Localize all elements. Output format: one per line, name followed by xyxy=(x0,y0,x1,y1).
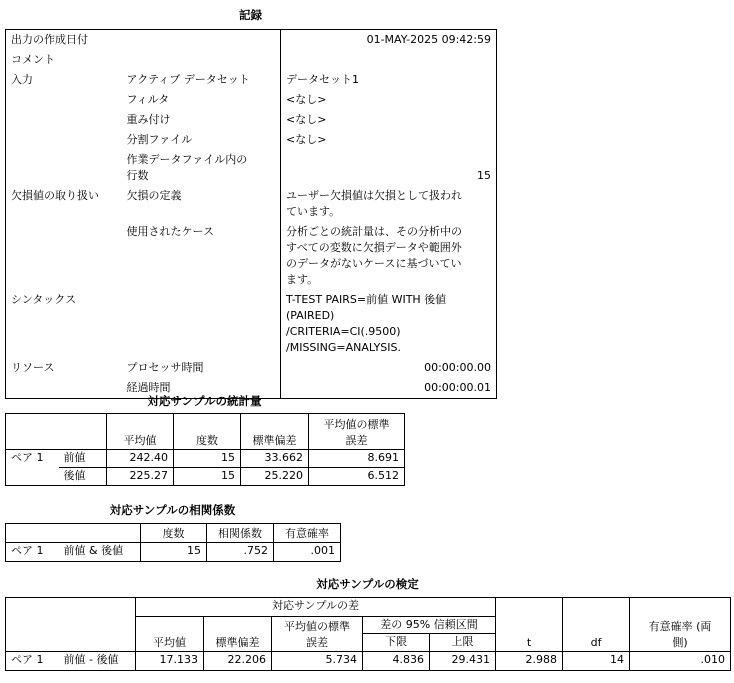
log-value: 00:00:00.01 xyxy=(281,378,497,399)
log-section-label: コメント xyxy=(11,53,55,66)
log-section-label: 出力の作成日付 xyxy=(11,33,88,46)
paired-corr-table xyxy=(5,523,341,562)
stats-var-label: 後値 xyxy=(59,468,107,486)
log-row xyxy=(6,30,497,51)
log-section-label xyxy=(6,110,122,130)
test-cell: 5.734 xyxy=(272,652,363,671)
test-cell: 22.206 xyxy=(204,652,272,671)
stats-cell: 15 xyxy=(174,450,241,468)
stats-cell: 242.40 xyxy=(107,450,174,468)
stats-cell: 25.220 xyxy=(241,468,309,486)
stats-var-label: 前値 xyxy=(59,450,107,468)
log-row xyxy=(6,110,497,130)
test-cell: .010 xyxy=(630,652,731,671)
log-value: 00:00:00.00 xyxy=(281,358,497,378)
test-cell: 14 xyxy=(563,652,630,671)
stats-cell: 225.27 xyxy=(107,468,174,486)
log-row xyxy=(6,290,497,358)
test-header-se: 平均値の標準 誤差 xyxy=(272,617,363,652)
corr-cell: .001 xyxy=(274,543,341,562)
corr-title: 対応サンプルの相関係数 xyxy=(109,503,236,517)
paired-test-table xyxy=(5,597,731,671)
test-corner xyxy=(6,598,59,652)
test-header-t: t xyxy=(496,598,563,652)
log-value: <なし> xyxy=(281,110,497,130)
test-corner-2 xyxy=(59,598,136,652)
test-vars-label: 前値 - 後値 xyxy=(59,652,136,671)
log-row xyxy=(6,150,497,186)
stats-cell: 33.662 xyxy=(241,450,309,468)
stats-cell: 8.691 xyxy=(309,450,405,468)
log-value: 15 xyxy=(281,150,497,186)
log-value: 01-MAY-2025 09:42:59 xyxy=(281,30,497,51)
log-row xyxy=(6,70,497,90)
test-cell: 2.988 xyxy=(496,652,563,671)
corr-corner xyxy=(6,524,59,543)
test-header-mean: 平均値 xyxy=(136,617,204,652)
log-section-label: 欠損値の取り扱い xyxy=(11,189,99,202)
test-header-lower: 下限 xyxy=(363,634,430,652)
log-item-label xyxy=(122,30,281,51)
log-item-label: 分割ファイル xyxy=(126,133,193,146)
stats-corner xyxy=(6,414,59,450)
test-ci-header: 差の 95% 信頼区間 xyxy=(363,617,496,634)
stats-title: 対応サンプルの統計量 xyxy=(147,394,262,408)
test-cell: 29.431 xyxy=(430,652,496,671)
log-item-label: 作業データファイル内の 行数 xyxy=(126,153,248,182)
test-header-upper: 上限 xyxy=(430,634,496,652)
paired-stats-table xyxy=(5,413,405,486)
log-value: T-TEST PAIRS=前値 WITH 後値 (PAIRED) /CRITERIA=CI(.9500) /MISSING=ANALYSIS. xyxy=(281,290,497,358)
log-row xyxy=(6,358,497,378)
test-header-sd: 標準偏差 xyxy=(204,617,272,652)
test-title: 対応サンプルの検定 xyxy=(316,577,419,591)
log-row xyxy=(6,130,497,150)
log-value: <なし> xyxy=(281,90,497,110)
corr-header-n: 度数 xyxy=(141,524,207,543)
stats-corner-2 xyxy=(59,414,107,450)
log-item-label: プロセッサ時間 xyxy=(126,361,204,374)
test-pair-label: ペア 1 xyxy=(6,652,59,671)
log-item-label: 欠損の定義 xyxy=(126,189,182,202)
log-item-label: アクティブ データセット xyxy=(126,73,250,86)
log-value: 分析ごとの統計量は、その分析中の すべての変数に欠損データや範囲外 のデータがないケースに基づいてい ます。 xyxy=(281,222,497,290)
log-value: ユーザー欠損値は欠損として扱われ ています。 xyxy=(281,186,497,222)
log-item-label: フィルタ xyxy=(126,93,170,106)
log-value xyxy=(281,50,497,70)
corr-vars-label: 前値 & 後値 xyxy=(59,543,141,562)
test-cell: 4.836 xyxy=(363,652,430,671)
log-row xyxy=(6,50,497,70)
log-section-label xyxy=(6,90,122,110)
log-section-label xyxy=(6,130,122,150)
corr-corner-2 xyxy=(59,524,141,543)
stats-cell: 6.512 xyxy=(309,468,405,486)
log-section-label: リソース xyxy=(11,361,55,374)
log-item-label: 重み付け xyxy=(126,113,171,126)
log-row xyxy=(6,222,497,290)
test-cell: 17.133 xyxy=(136,652,204,671)
stats-header-se: 平均値の標準 誤差 xyxy=(309,414,405,450)
stats-pair-label: ペア 1 xyxy=(6,450,59,486)
log-item-label xyxy=(122,290,281,358)
stats-header-mean: 平均値 xyxy=(107,414,174,450)
corr-cell: 15 xyxy=(141,543,207,562)
log-item-label: 使用されたケース xyxy=(126,225,214,238)
log-item-label: 経過時間 xyxy=(126,381,171,394)
log-item-label xyxy=(122,50,281,70)
stats-header-n: 度数 xyxy=(174,414,241,450)
log-section-label xyxy=(6,150,122,186)
test-header-p: 有意確率 (両 側) xyxy=(630,598,731,652)
test-group-header: 対応サンプルの差 xyxy=(136,598,496,617)
corr-header-p: 有意確率 xyxy=(274,524,341,543)
log-table xyxy=(5,29,497,399)
stats-header-sd: 標準偏差 xyxy=(241,414,309,450)
log-title: 記録 xyxy=(239,8,262,22)
corr-pair-label: ペア 1 xyxy=(6,543,59,562)
corr-cell: .752 xyxy=(207,543,274,562)
log-section-label: 入力 xyxy=(11,73,33,86)
log-value: <なし> xyxy=(281,130,497,150)
stats-cell: 15 xyxy=(174,468,241,486)
log-section-label xyxy=(6,222,122,290)
log-row xyxy=(6,186,497,222)
corr-header-r: 相関係数 xyxy=(207,524,274,543)
test-header-df: df xyxy=(563,598,630,652)
log-row xyxy=(6,90,497,110)
log-section-label: シンタックス xyxy=(11,293,77,306)
log-value: データセット1 xyxy=(281,70,497,90)
